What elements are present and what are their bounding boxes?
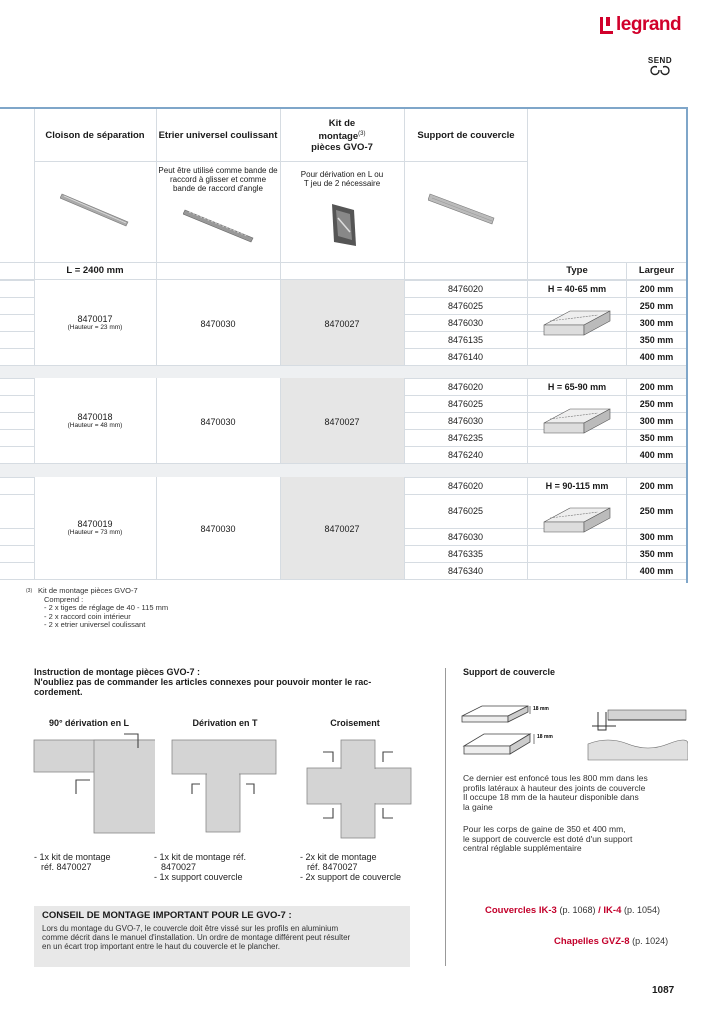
diagram-list-line: réf. 8470027	[307, 862, 358, 872]
grid-hline	[0, 314, 34, 315]
header-support: Support de couvercle	[417, 130, 515, 141]
support-ref: 8476140	[447, 351, 484, 362]
xref-ik3-link[interactable]: Couvercles IK-3	[485, 905, 557, 916]
grid-hline	[0, 545, 34, 546]
diagram-title-cross: Croisement	[330, 718, 380, 728]
grid-hline	[404, 378, 686, 379]
column-divider	[445, 668, 446, 966]
etrier-ref: 8470030	[200, 318, 236, 329]
support-ref: 8476020	[447, 381, 484, 392]
cloison-height-note: (Hauteur = 23 mm)	[67, 323, 123, 331]
support-ref: 8476025	[447, 506, 484, 516]
xref-ik3-page: (p. 1068)	[559, 905, 596, 915]
conseil-box	[34, 906, 410, 967]
gaine-illustration	[542, 307, 612, 341]
desc-kit: Pour dérivation en L ou T jeu de 2 nécessaire	[300, 170, 384, 188]
largeur-value: 250 mm	[639, 506, 674, 516]
grid-hline	[404, 494, 686, 495]
support-ref: 8476030	[447, 531, 484, 542]
largeur-value: 400 mm	[639, 449, 674, 460]
footnote-ref: (3)	[358, 131, 366, 138]
footnote	[26, 586, 169, 630]
grid-hline	[0, 378, 34, 379]
support-ref: 8476335	[447, 548, 484, 559]
cloison-ref	[34, 314, 156, 331]
kit-image	[326, 200, 360, 252]
support-ref: 8476020	[447, 480, 484, 491]
gaine-illustration	[542, 504, 612, 538]
header-cloison: Cloison de séparation	[45, 130, 145, 141]
kit-ref: 8470027	[324, 318, 360, 329]
grid-hline	[0, 331, 34, 332]
support-line: la gaine	[463, 801, 493, 812]
support-ref: 8476020	[447, 283, 484, 294]
cloison-ref	[34, 412, 156, 429]
grid-hline	[0, 429, 34, 430]
header-kit-montage: montage	[318, 131, 359, 143]
grid-hline	[404, 280, 686, 281]
grid-hline	[404, 477, 686, 478]
support-ref: 8476340	[447, 565, 484, 576]
legrand-mark-icon	[600, 17, 613, 34]
grid-hline	[0, 494, 34, 495]
subheader-type: Type	[566, 265, 588, 276]
grid-hline	[0, 297, 34, 298]
conseil-title: CONSEIL DE MONTAGE IMPORTANT POUR LE GVO-7 :	[42, 910, 292, 921]
xref-gvz-link[interactable]: Chapelles GVZ-8	[554, 936, 630, 947]
grid-hline	[0, 348, 34, 349]
support-ref: 8476030	[447, 415, 484, 426]
grid-hline	[0, 463, 686, 464]
send-link[interactable]	[640, 56, 680, 78]
diagram-t-derivation	[170, 730, 280, 835]
subheader-largeur: Largeur	[638, 265, 675, 276]
send-label: SEND	[647, 56, 673, 65]
grid-hline	[0, 395, 34, 396]
legrand-logo	[600, 14, 681, 36]
diagram-l-list	[34, 852, 111, 872]
page-number: 1087	[652, 985, 675, 996]
diagram-title-l: 90° dérivation en L	[48, 718, 130, 728]
largeur-value: 400 mm	[639, 565, 674, 576]
grid-hline	[0, 280, 34, 281]
largeur-value: 250 mm	[639, 398, 674, 409]
support-line: Pour les corps de gaine de 350 et 400 mm,	[463, 824, 626, 834]
etrier-ref: 8470030	[200, 524, 236, 534]
support-image	[428, 190, 496, 228]
conseil-line: comme décrit dans le manuel d'installation. Un ordre de montage différent peut résulter	[42, 933, 351, 942]
footnote-line: - 2 x etrier universel coulissant	[44, 620, 146, 629]
instruction-title: Instruction de montage pièces GVO-7 :	[34, 667, 201, 677]
grid-hline	[0, 412, 34, 413]
etrier-ref: 8470030	[200, 416, 236, 427]
footnote-line: - 2 x tiges de réglage de 40 - 115 mm	[44, 603, 169, 612]
largeur-value: 350 mm	[639, 432, 674, 443]
header-kit-line1: Kit de	[328, 118, 356, 130]
grid-hline	[404, 446, 686, 447]
group-separator	[0, 365, 686, 378]
etrier-image	[183, 206, 255, 246]
largeur-value: 350 mm	[639, 548, 674, 559]
cloison-height-note: (Hauteur = 73 mm)	[67, 529, 123, 536]
support-dim-2: 18 mm	[537, 734, 553, 740]
instruction-block	[34, 667, 414, 697]
cloison-ref-number: 8470018	[77, 411, 113, 422]
grid-hline	[0, 477, 34, 478]
xref-couvercles[interactable]	[485, 905, 660, 916]
cloison-ref	[34, 519, 156, 536]
header-kit-line3: pièces GVO-7	[311, 141, 373, 153]
footnote-mark: (3)	[26, 588, 33, 594]
cloison-ref-number: 8470019	[77, 519, 113, 529]
diagram-list-line: - 2x support de couvercle	[300, 872, 402, 882]
grid-hline	[404, 395, 686, 396]
header-kit	[280, 112, 404, 160]
kit-ref: 8470027	[324, 524, 360, 534]
diagram-t-list	[154, 852, 246, 882]
support-line: Ce dernier est enfoncé tous les 800 mm dans les	[463, 773, 648, 783]
diagram-list-line: - 1x kit de montage réf.	[154, 852, 247, 862]
largeur-value: 200 mm	[639, 283, 674, 294]
grid-hline	[0, 365, 686, 366]
diagram-list-line: - 1x support couvercle	[154, 872, 243, 882]
support-diagram	[458, 698, 688, 768]
xref-separator: /	[598, 905, 604, 916]
cloison-image	[60, 188, 130, 228]
support-para-1	[463, 774, 688, 812]
header-kit-line2	[319, 129, 366, 142]
diagram-title-t: Dérivation en T	[192, 718, 258, 728]
diagram-list-line: - 1x kit de montage	[34, 852, 111, 862]
support-line: le support de couvercle est doté d'un support	[463, 833, 633, 844]
conseil-line: Lors du montage du GVO-7, le couvercle doit être vissé sur les profils en aluminium	[42, 924, 339, 933]
type-range: H = 65-90 mm	[547, 381, 607, 392]
instruction-line: cordement.	[34, 687, 83, 697]
kit-ref: 8470027	[324, 416, 360, 427]
support-ref: 8476240	[447, 449, 484, 460]
type-range: H = 90-115 mm	[545, 480, 609, 491]
support-ref: 8476135	[447, 334, 484, 345]
largeur-value: 300 mm	[639, 317, 674, 328]
support-line: profils latéraux à hauteur des joints de couvercle	[463, 782, 646, 793]
grid-hline	[0, 446, 34, 447]
diagram-list-line: 8470027	[161, 862, 197, 872]
support-dim-1: 18 mm	[533, 706, 549, 712]
support-title: Support de couvercle	[463, 667, 556, 677]
type-range: H = 40-65 mm	[547, 283, 607, 294]
largeur-value: 300 mm	[639, 415, 674, 426]
largeur-value: 200 mm	[639, 480, 674, 491]
footnote-line: Comprend :	[44, 594, 84, 604]
diagram-cross	[305, 730, 415, 840]
footnote-line: Kit de montage pièces GVO-7	[38, 586, 138, 595]
largeur-value: 400 mm	[639, 351, 674, 362]
grid-hline	[0, 579, 686, 580]
largeur-value: 350 mm	[639, 334, 674, 345]
support-ref: 8476025	[447, 300, 484, 311]
brand-name: legrand	[616, 14, 682, 35]
instruction-line: N'oubliez pas de commander les articles connexes pour pouvoir monter le rac-	[34, 677, 372, 687]
diagram-list-line: - 2x kit de montage	[300, 852, 377, 862]
support-line: central réglable supplémentaire	[463, 843, 582, 853]
support-ref: 8476235	[447, 432, 484, 443]
group-separator	[0, 464, 686, 477]
grid-hline	[404, 545, 686, 546]
subheader-length: L = 2400 mm	[66, 265, 124, 276]
largeur-value: 250 mm	[639, 300, 674, 311]
desc-etrier: Peut être utilisé comme bande de raccord à glisser et comme bande de raccord d'angle	[158, 165, 278, 193]
diagram-cross-list	[300, 852, 401, 882]
grid-hline	[404, 297, 686, 298]
header-etrier: Etrier universel coulissant	[158, 130, 278, 141]
footnote-line: - 2 x raccord coin intérieur	[44, 611, 131, 621]
support-ref: 8476030	[447, 317, 484, 328]
support-line: Il occupe 18 mm de la hauteur disponible dans	[463, 792, 639, 802]
grid-hline	[404, 348, 686, 349]
xref-ik4-link[interactable]: IK-4	[603, 905, 622, 916]
support-ref: 8476025	[447, 398, 484, 409]
grid-hline	[0, 528, 34, 529]
largeur-value: 200 mm	[639, 381, 674, 392]
xref-gvz-page: (p. 1024)	[632, 936, 669, 946]
cloison-ref-number: 8470017	[77, 313, 113, 324]
grid-hline	[404, 562, 686, 563]
diagram-l-derivation	[30, 730, 155, 835]
conseil-line: en un écart trop important entre le haut du couvercle et le plancher.	[42, 942, 280, 951]
cloison-height-note: (Hauteur = 48 mm)	[67, 421, 123, 429]
xref-chapelles[interactable]	[554, 936, 668, 947]
support-para-2	[463, 825, 688, 854]
gaine-illustration	[542, 405, 612, 439]
diagram-list-line: réf. 8470027	[41, 862, 92, 872]
link-loop-icon	[640, 65, 680, 78]
largeur-value: 300 mm	[639, 531, 674, 542]
xref-ik4-page: (p. 1054)	[624, 905, 661, 915]
grid-hline	[0, 562, 34, 563]
